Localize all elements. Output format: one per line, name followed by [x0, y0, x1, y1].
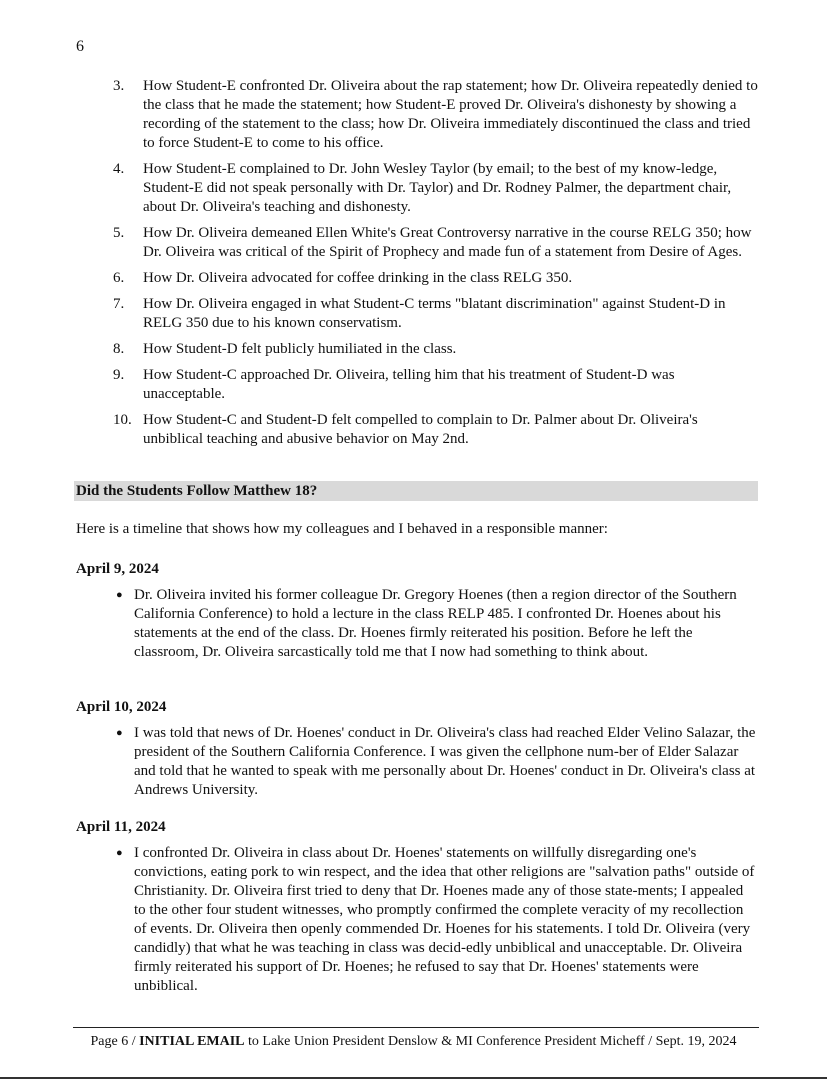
list-item-number: 4.	[113, 161, 125, 177]
bullet-icon: ●	[116, 847, 123, 859]
list-item-text: How Student-C approached Dr. Oliveira, telling him that his treatment of Student-D was unacceptable.	[143, 367, 675, 402]
footer-prefix: Page 6 /	[90, 1034, 140, 1049]
bottom-border	[0, 1077, 827, 1079]
timeline-entry	[76, 698, 758, 800]
numbered-list	[113, 77, 758, 456]
list-item	[113, 411, 758, 449]
list-item-text: How Student-E confronted Dr. Oliveira about the rap statement; how Dr. Oliveira repeatedly denied to the class that he made the statement; how Student-E proved Dr. Oliveira's dishonesty by showing a recording of the statement to the class; how Dr. Oliveira immediately discontinued the class and tried to force Student-E to come to his office.	[143, 78, 758, 151]
footer-divider	[73, 1027, 759, 1028]
list-item-number: 3.	[113, 78, 125, 94]
list-item	[113, 224, 758, 262]
bullet-text: I was told that news of Dr. Hoenes' conduct in Dr. Oliveira's class had reached Elder Velino Salazar, the president of the Southern California Conference. I was given the cellphone num-ber of Elder Salazar and told that he wanted to speak with me personally about Dr. Hoenes' conduct in Dr. Oliveira's class at Andrews University.	[134, 725, 756, 798]
list-item-text: How Dr. Oliveira engaged in what Student-C terms "blatant discrimination" against Student-D in RELG 350 due to his known conservatism.	[143, 296, 726, 331]
bullet-text: Dr. Oliveira invited his former colleague Dr. Gregory Hoenes (then a region director of the Southern California Conference) to hold a lecture in the class RELP 485. I confronted Dr. Hoenes about his statements at the end of the class. Dr. Hoenes firmly reiterated his position. Before he left the classroom, Dr. Oliveira sarcastically told me that I now had something to think about.	[134, 587, 737, 660]
timeline-entry	[76, 818, 758, 996]
list-item	[113, 77, 758, 153]
bullet-item	[116, 724, 758, 800]
list-item	[113, 340, 758, 359]
list-item	[113, 295, 758, 333]
intro-paragraph: Here is a timeline that shows how my colleagues and I behaved in a responsible manner:	[76, 521, 608, 537]
entry-date: April 10, 2024	[76, 699, 167, 715]
timeline-entry	[76, 560, 758, 662]
bullet-text: I confronted Dr. Oliveira in class about Dr. Hoenes' statements on willfully disregarding one's convictions, eating pork to win respect, and the idea that other religions are "salvation paths" outside of Christianity. Dr. Oliveira first tried to deny that Dr. Hoenes made any of those state-ments; I appealed to the other four student witnesses, who promptly confirmed the complete veracity of my recollection of events. Dr. Oliveira then openly commended Dr. Hoenes for his statements. I told Dr. Oliveira (very candidly) that what he was teaching in class was decid-edly unbiblical and unacceptable. Dr. Oliveira firmly reiterated his support of Dr. Hoenes; he refused to say that Dr. Hoenes' statements were unbiblical.	[134, 845, 755, 994]
entry-date: April 11, 2024	[76, 819, 166, 835]
list-item-text: How Student-C and Student-D felt compelled to complain to Dr. Palmer about Dr. Oliveira's unbiblical teaching and abusive behavior on May 2nd.	[143, 412, 698, 447]
bullet-item	[116, 586, 758, 662]
list-item-number: 10.	[113, 412, 132, 428]
list-item-number: 7.	[113, 296, 125, 312]
list-item-number: 8.	[113, 341, 125, 357]
list-item-number: 6.	[113, 270, 125, 286]
list-item-text: How Dr. Oliveira demeaned Ellen White's Great Controversy narrative in the course RELG 350; how Dr. Oliveira was critical of the Spirit of Prophecy and made fun of a statement from Desire of Ages.	[143, 225, 752, 260]
bullet-icon: ●	[116, 589, 123, 601]
page-number: 6	[76, 38, 84, 55]
list-item	[113, 160, 758, 217]
footer-bold: INITIAL EMAIL	[139, 1034, 245, 1049]
list-item-text: How Student-D felt publicly humiliated in the class.	[143, 341, 457, 357]
list-item-text: How Student-E complained to Dr. John Wesley Taylor (by email; to the best of my know-ledge, Student-E did not speak personally with Dr. Taylor) and Dr. Rodney Palmer, the department chair, about Dr. Oliveira's teaching and dishonesty.	[143, 161, 732, 215]
bullet-icon: ●	[116, 727, 123, 739]
list-item-number: 5.	[113, 225, 125, 241]
list-item-text: How Dr. Oliveira advocated for coffee drinking in the class RELG 350.	[143, 270, 573, 286]
list-item	[113, 269, 758, 288]
list-item	[113, 366, 758, 404]
footer-suffix: to Lake Union President Denslow & MI Conference President Micheff / Sept. 19, 2024	[244, 1034, 737, 1049]
bullet-item	[116, 844, 758, 996]
entry-date: April 9, 2024	[76, 561, 159, 577]
page-footer	[0, 1033, 827, 1051]
section-heading: Did the Students Follow Matthew 18?	[74, 481, 758, 501]
list-item-number: 9.	[113, 367, 125, 383]
